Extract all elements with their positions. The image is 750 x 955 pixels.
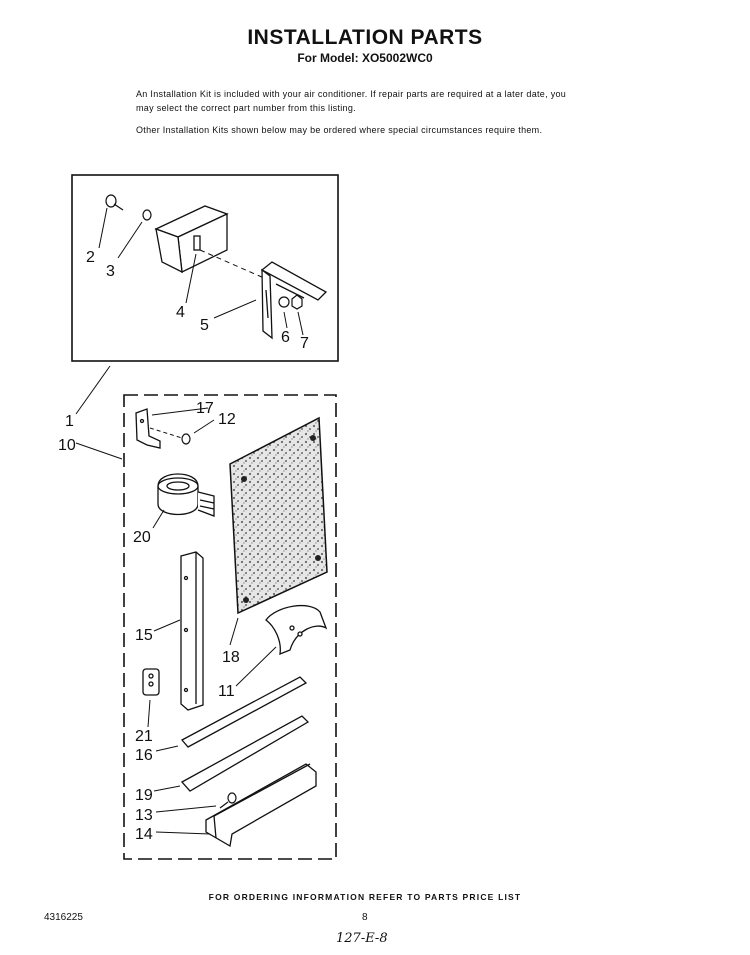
callout-label: 6 — [281, 329, 290, 346]
callout-label: 13 — [135, 807, 153, 824]
handwritten-note: 127-E-8 — [336, 931, 388, 946]
callout-label: 7 — [300, 335, 309, 352]
page-title: INSTALLATION PARTS — [247, 26, 483, 49]
leader-dash — [150, 428, 182, 438]
leader-dash — [200, 250, 264, 278]
callout-label: 16 — [135, 747, 153, 764]
callout-label: 11 — [218, 683, 235, 700]
part-washer-3 — [143, 210, 151, 220]
intro-paragraph-2: Other Installation Kits shown below may be ordered where special circumstances require them. — [136, 125, 543, 135]
callout-label: 20 — [133, 529, 151, 546]
part-screw-12 — [182, 434, 190, 444]
callout-label: 5 — [200, 317, 209, 334]
callout-label: 4 — [176, 304, 185, 321]
part-clip-11 — [266, 606, 326, 654]
part-panel-18 — [230, 418, 327, 613]
intro-paragraph-1: An Installation Kit is included with your air conditioner. If repair parts are required at a later date, you may select the correct part number from this listing. — [136, 89, 567, 113]
part-nut-7 — [292, 295, 302, 309]
callout-label: 3 — [106, 263, 115, 280]
callout-label: 2 — [86, 249, 95, 266]
part-angle-strip-15 — [181, 552, 203, 710]
callout-label: 18 — [222, 649, 240, 666]
document-number: 4316225 — [44, 912, 83, 923]
callout-label: 21 — [135, 728, 153, 745]
callout-label: 17 — [196, 400, 214, 417]
part-bracket-cover-4 — [156, 206, 227, 272]
callout-label: 19 — [135, 787, 153, 804]
callout-label: 14 — [135, 826, 153, 843]
part-channel-14 — [206, 764, 316, 846]
page-number: 8 — [362, 912, 368, 923]
model-subtitle: For Model: XO5002WC0 — [297, 51, 433, 65]
part-nut-6 — [279, 297, 289, 307]
callout-label: 10 — [58, 437, 76, 454]
part-block-21 — [143, 669, 159, 695]
callout-label: 1 — [65, 413, 74, 430]
part-screw-2 — [106, 195, 123, 210]
callout-label: 12 — [218, 411, 236, 428]
ordering-note: FOR ORDERING INFORMATION REFER TO PARTS PRICE LIST — [208, 892, 522, 902]
callout-label: 15 — [135, 627, 153, 644]
part-foam-roll-20 — [158, 474, 214, 516]
